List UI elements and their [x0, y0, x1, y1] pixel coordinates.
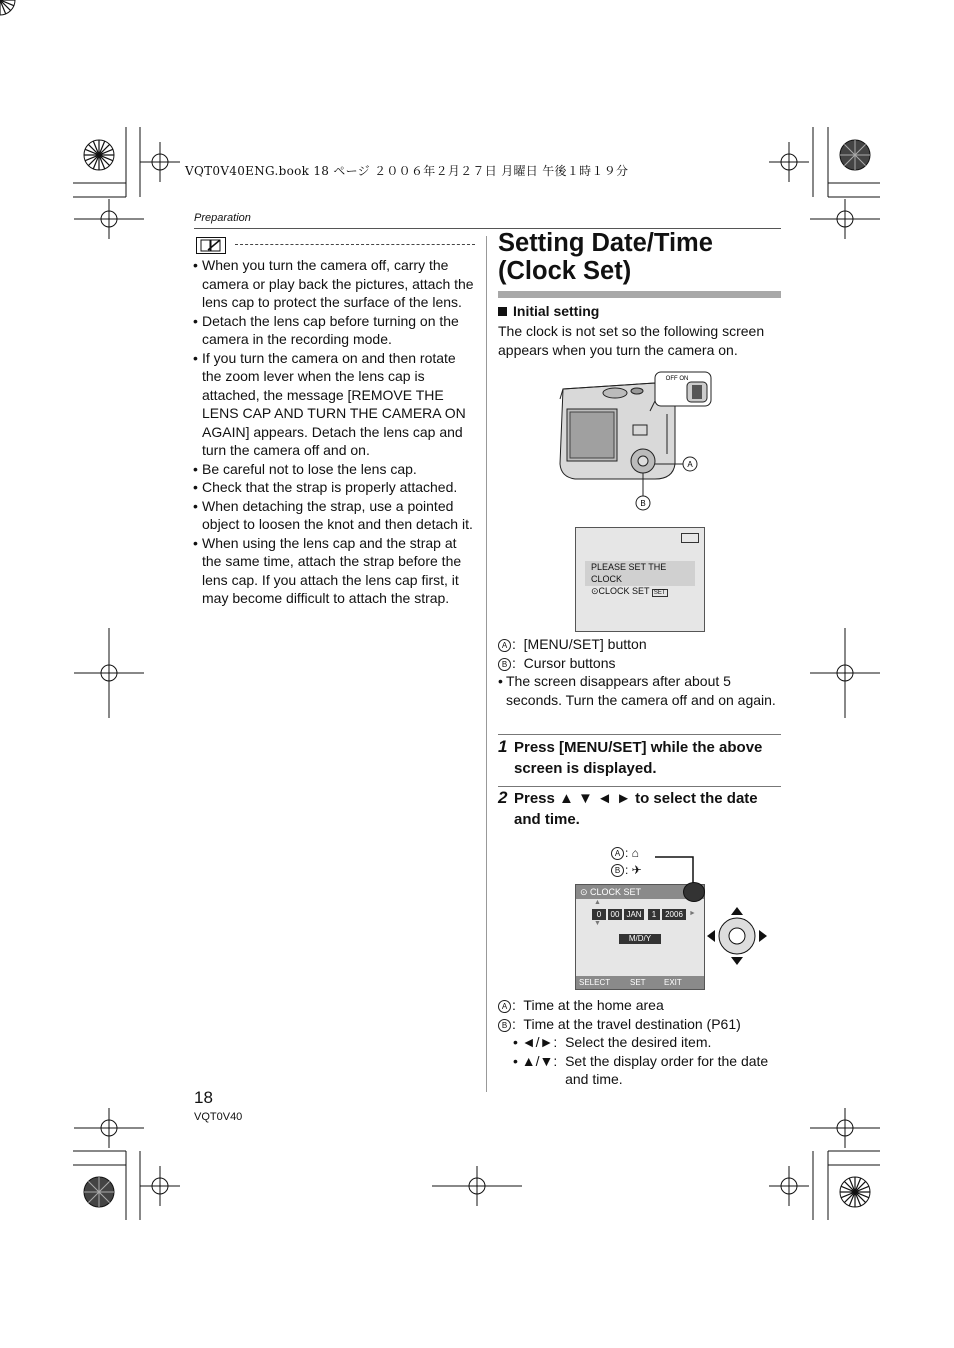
- minute-field: 00: [608, 909, 622, 920]
- subheading-text: Initial setting: [513, 303, 600, 319]
- home-label: A : ⌂: [611, 845, 642, 862]
- note-icon: [196, 237, 226, 254]
- lr-text: Select the desired item.: [565, 1034, 712, 1050]
- title-line-2: (Clock Set): [498, 257, 632, 285]
- list-item: • Check that the strap is properly attached.: [193, 478, 478, 497]
- set-button-icon: SET: [653, 590, 666, 596]
- month-field: JAN: [624, 909, 644, 920]
- callout-connector: [650, 850, 700, 885]
- legend-b: B : Cursor buttons: [498, 654, 783, 673]
- home-area-icon: [683, 882, 705, 902]
- lcd-line-2: [591, 585, 695, 599]
- step-rule-2: [498, 786, 781, 787]
- travel-label: B : ✈: [611, 862, 642, 879]
- ud-instruction: • ▲/▼: Set the display order for the date and time.: [498, 1052, 788, 1089]
- list-item: • Be careful not to lose the lens cap.: [193, 460, 478, 479]
- column-divider: [486, 236, 487, 1092]
- section-label: Preparation: [194, 212, 251, 224]
- list-item: • When you turn the camera off, carry the camera or play back the pictures, attach the lens cap to protect the surface of the lens.: [193, 256, 478, 312]
- home-icon: ⌂: [631, 846, 639, 860]
- circle-a-icon: A: [498, 639, 511, 652]
- battery-icon: [681, 533, 699, 543]
- lcd2-header-text: CLOCK SET: [590, 887, 642, 897]
- legend-b-text: Cursor buttons: [523, 654, 616, 671]
- disappear-note: • The screen disappears after about 5 seconds. Turn the camera off and on again.: [498, 673, 776, 708]
- airplane-icon: ✈: [631, 863, 642, 877]
- ud-text: Set the display order for the date and time.: [565, 1052, 769, 1087]
- title-line-1: Setting Date/Time: [498, 229, 713, 257]
- print-info-line: VQT0V40ENG.book 18 ページ ２００６年２月２７日 月曜日 午後１時１９分: [185, 164, 629, 178]
- subheading: [498, 303, 599, 319]
- page-title: [498, 229, 788, 285]
- page-number: 18: [194, 1088, 213, 1107]
- legend-a: A : [MENU/SET] button: [498, 635, 783, 654]
- circle-b-icon: B: [498, 658, 511, 671]
- lcd-screen-please-set-clock: [575, 527, 705, 632]
- square-bullet-icon: [498, 307, 507, 316]
- lcd-screen-clock-set: [575, 884, 705, 990]
- circle-b-icon: B: [498, 1019, 511, 1032]
- cursor-buttons-diagram: [707, 907, 767, 965]
- date-format-field: M/D/Y: [619, 934, 661, 944]
- list-item: • When using the lens cap and the strap at the same time, attach the strap before the lens cap. If you attach the lens cap first, it may become difficult to attach the strap.: [193, 534, 478, 608]
- camera-callout-a: A: [687, 460, 693, 469]
- hour-field: 0: [592, 909, 606, 920]
- exit-label: EXIT: [664, 978, 682, 987]
- legend-a-text: [MENU/SET] button: [523, 636, 647, 652]
- step-1: [498, 737, 783, 779]
- lcd-line-1: PLEASE SET THE CLOCK: [591, 562, 667, 584]
- bottom-a: A : Time at the home area: [498, 996, 788, 1015]
- lcd-message: [585, 561, 695, 596]
- list-item: • Detach the lens cap before turning on the camera in the recording mode.: [193, 312, 478, 349]
- lr-instruction: • ◄/►: Select the desired item.: [513, 1034, 712, 1050]
- camera-callout-b: B: [640, 499, 646, 508]
- callout-legend: [498, 635, 783, 709]
- circle-b-icon: B: [611, 864, 624, 877]
- clock-set-text: CLOCK SET: [598, 586, 650, 596]
- bottom-legend: [498, 996, 788, 1089]
- right-arrow-icon: ►: [689, 910, 696, 917]
- home-travel-labels: [611, 845, 642, 879]
- bottom-b: B : Time at the travel destination (P61): [498, 1015, 788, 1034]
- step-1-number: 1: [498, 737, 508, 756]
- list-item: • When detaching the strap, use a pointed object to loosen the knot and then detach it.: [193, 497, 478, 534]
- list-item: • If you turn the camera on and then rotate the zoom lever when the lens cap is attached, the message [REMOVE THE LENS CAP AND TURN THE CAMERA ON AGAIN] appears. Detach the lens cap and turn the camera off and on.: [193, 349, 478, 460]
- notes-list: [193, 256, 478, 608]
- title-underline-bar: [498, 291, 781, 298]
- bottom-a-text: Time at the home area: [523, 997, 664, 1013]
- set-label: SET: [630, 978, 646, 987]
- document-code: VQT0V40: [194, 1111, 243, 1123]
- down-arrow-icon: ▼: [594, 920, 601, 927]
- step-1-text: Press [MENU/SET] while the above screen is displayed.: [514, 739, 763, 777]
- disappear-note-text: The screen disappears after about 5 seconds. Turn the camera off and on again.: [506, 673, 776, 708]
- lcd2-footer: [576, 976, 704, 989]
- step-2-number: 2: [498, 788, 508, 807]
- circle-a-icon: A: [498, 1000, 511, 1013]
- bottom-b-text: Time at the travel destination (P61): [523, 1015, 741, 1032]
- ud-keys: ▲/▼:: [521, 1052, 558, 1069]
- circle-a-icon: A: [611, 847, 624, 860]
- step-2: [498, 788, 783, 830]
- intro-text: The clock is not set so the following screen appears when you turn the camera on.: [498, 323, 765, 358]
- camera-illustration: [555, 369, 715, 514]
- select-label: SELECT: [579, 978, 611, 987]
- note-dash-rule: [235, 244, 475, 246]
- lr-keys: ◄/►:: [521, 1034, 558, 1050]
- clock-icon: ⊙: [591, 586, 599, 596]
- camera-switch-text: OFF ON: [665, 376, 689, 382]
- day-field: 1: [648, 909, 660, 920]
- step-rule-1: [498, 734, 781, 735]
- year-field: 2006: [662, 909, 686, 920]
- up-arrow-icon: ▲: [594, 899, 601, 906]
- step-2-text: Press ▲ ▼ ◄ ► to select the date and time.: [514, 790, 758, 828]
- lcd2-header: ⊙ CLOCK SET: [576, 885, 704, 899]
